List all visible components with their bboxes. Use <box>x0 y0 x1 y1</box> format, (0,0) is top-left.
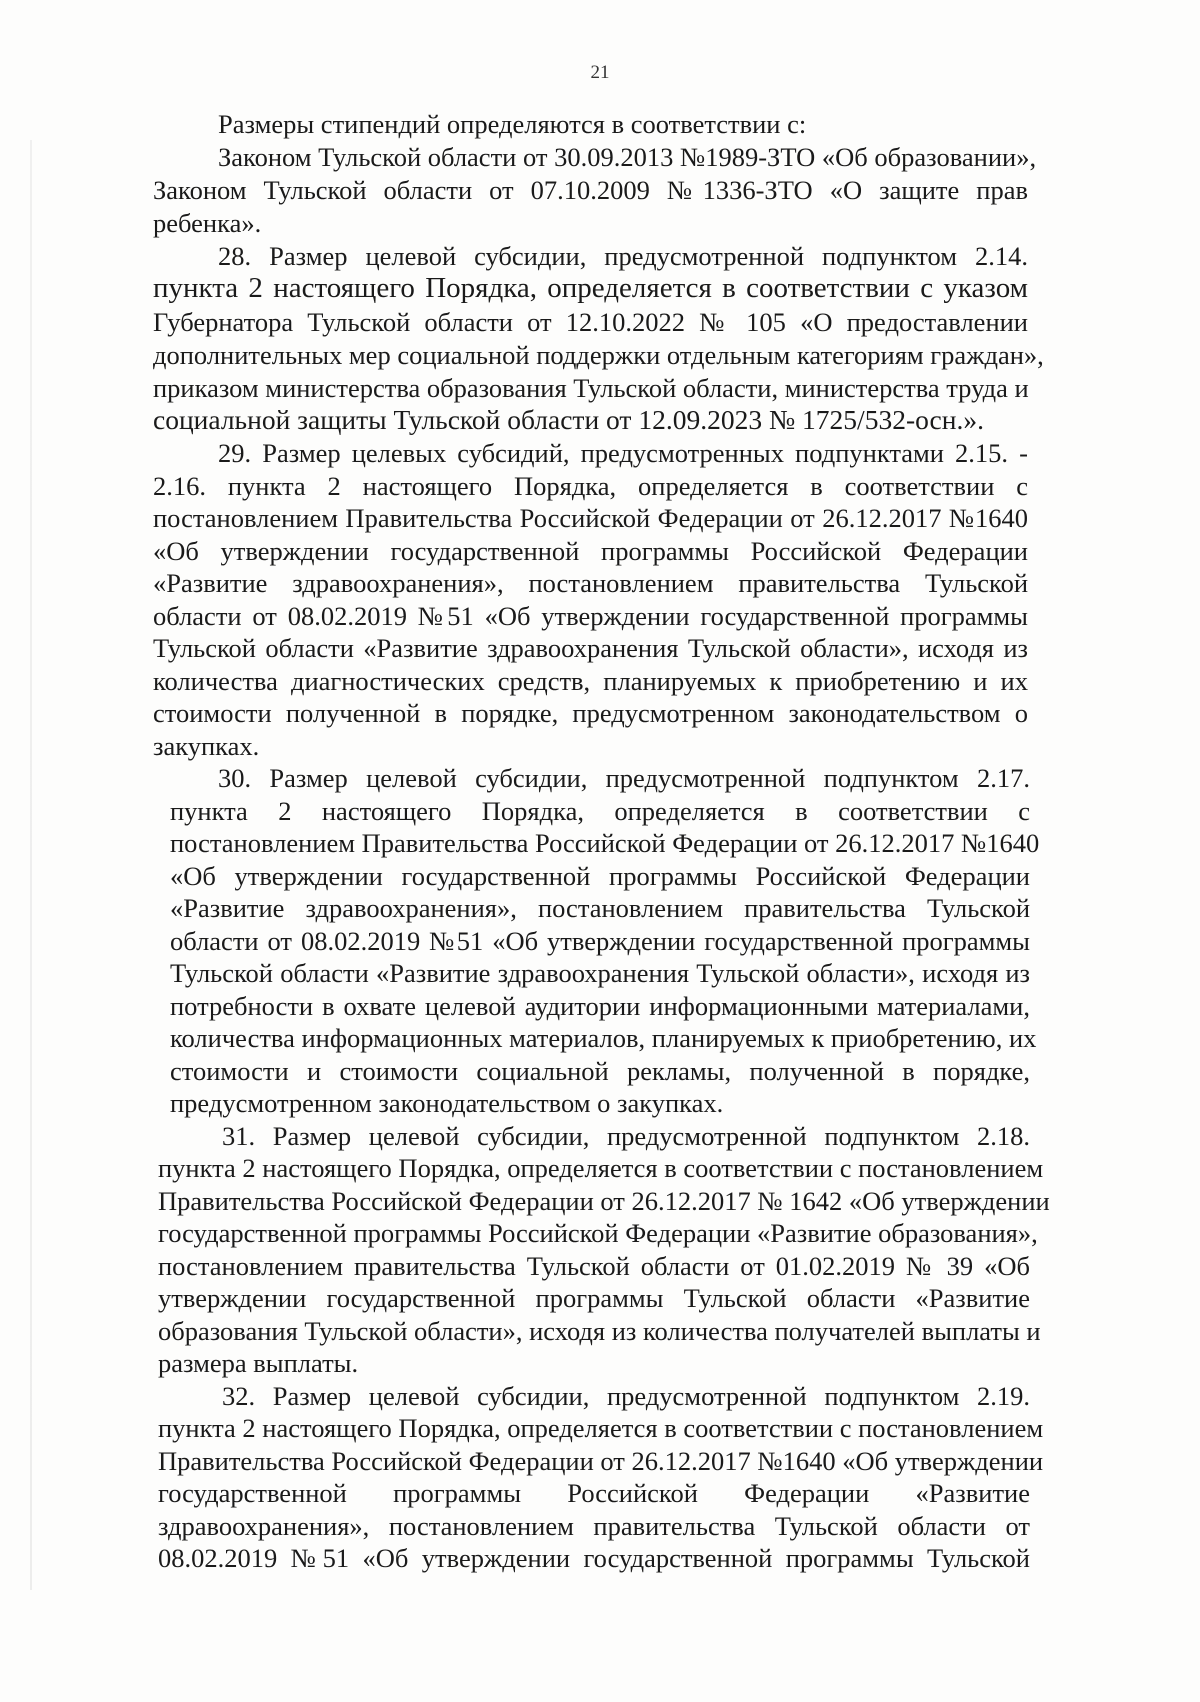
page-number: 21 <box>590 62 610 83</box>
text-line: утверждении государственной программы Тульской области «Развитие <box>158 1283 1030 1313</box>
text-line: Тульской области «Развитие здравоохранения Тульской области», исходя из <box>153 633 1028 663</box>
text-line: «Об утверждении государственной программы Российской Федерации <box>153 536 1028 566</box>
text-line: пункта 2 настоящего Порядка, определяется в соответствии с постановлением <box>158 1153 1044 1183</box>
text-line: 08.02.2019 №51 «Об утверждении государственной программы Тульской <box>158 1543 1030 1573</box>
text-line: 28. Размер целевой субсидии, предусмотренной подпунктом 2.14. <box>218 241 1028 271</box>
text-line: стоимости и стоимости социальной рекламы, полученной в порядке, <box>170 1056 1030 1086</box>
text-line: постановлением правительства Тульской области от 01.02.2019 № 39 «Об <box>158 1251 1030 1281</box>
text-line: пункта 2 настоящего Порядка, определяется в соответствии с указом <box>153 272 1028 304</box>
text-line: предусмотренном законодательством о закупках. <box>170 1088 724 1118</box>
text-line: пункта 2 настоящего Порядка, определяется в соответствии с <box>170 796 1030 826</box>
text-line: области от 08.02.2019 №51 «Об утверждении государственной программы <box>170 926 1030 956</box>
text-line: пункта 2 настоящего Порядка, определяется в соответствии с постановлением <box>158 1413 1044 1443</box>
text-line: Законом Тульской области от 07.10.2009 №1336-ЗТО «О защите прав <box>153 175 1028 205</box>
text-line: Размеры стипендий определяются в соответствии с: <box>218 109 807 139</box>
text-line: закупках. <box>153 731 260 761</box>
text-line: 30. Размер целевой субсидии, предусмотренной подпунктом 2.17. <box>218 763 1030 793</box>
text-line: 32. Размер целевой субсидии, предусмотренной подпунктом 2.19. <box>222 1381 1030 1411</box>
text-line: Законом Тульской области от 30.09.2013 №1989-ЗТО «Об образовании», <box>218 142 1037 172</box>
text-line: Правительства Российской Федерации от 26.12.2017 № 1642 «Об утверждении <box>158 1186 1050 1216</box>
text-line: постановлением Правительства Российской Федерации от 26.12.2017 №1640 <box>170 828 1040 858</box>
text-line: государственной программы Российской Федерации «Развитие образования», <box>158 1218 1038 1248</box>
text-line: образования Тульской области», исходя из количества получателей выплаты и <box>158 1316 1041 1346</box>
text-line: области от 08.02.2019 №51 «Об утверждении государственной программы <box>153 601 1028 631</box>
text-line: 31. Размер целевой субсидии, предусмотренной подпунктом 2.18. <box>222 1121 1030 1151</box>
text-line: Тульской области «Развитие здравоохранения Тульской области», исходя из <box>170 958 1030 988</box>
text-line: «Об утверждении государственной программы Российской Федерации <box>170 861 1030 891</box>
text-line: государственной программы Российской Федерации «Развитие <box>158 1478 1030 1508</box>
text-line: «Развитие здравоохранения», постановлением правительства Тульской <box>153 568 1028 598</box>
text-line: социальной защиты Тульской области от 12.09.2023 № 1725/532-осн.». <box>153 404 984 435</box>
text-line: здравоохранения», постановлением правительства Тульской области от <box>158 1511 1030 1541</box>
text-line: 29. Размер целевых субсидий, предусмотренных подпунктами 2.15. - <box>218 438 1028 468</box>
text-line: количества диагностических средств, планируемых к приобретению и их <box>153 666 1028 696</box>
text-line: размера выплаты. <box>158 1348 359 1378</box>
text-line: Губернатора Тульской области от 12.10.2022 № 105 «О предоставлении <box>153 307 1028 337</box>
text-line: стоимости полученной в порядке, предусмотренном законодательством о <box>153 698 1028 728</box>
scan-shadow <box>30 140 32 1590</box>
text-line: потребности в охвате целевой аудитории информационными материалами, <box>170 991 1030 1021</box>
text-line: постановлением Правительства Российской Федерации от 26.12.2017 №1640 <box>153 503 1028 533</box>
text-line: 2.16. пункта 2 настоящего Порядка, определяется в соответствии с <box>153 471 1028 501</box>
text-line: приказом министерства образования Тульской области, министерства труда и <box>153 373 1029 403</box>
text-line: «Развитие здравоохранения», постановлением правительства Тульской <box>170 893 1030 923</box>
text-line: дополнительных мер социальной поддержки отдельным категориям граждан», <box>153 340 1044 370</box>
text-line: количества информационных материалов, планируемых к приобретению, их <box>170 1023 1037 1053</box>
text-line: ребенка». <box>153 208 262 238</box>
text-line: Правительства Российской Федерации от 26.12.2017 №1640 «Об утверждении <box>158 1446 1044 1476</box>
